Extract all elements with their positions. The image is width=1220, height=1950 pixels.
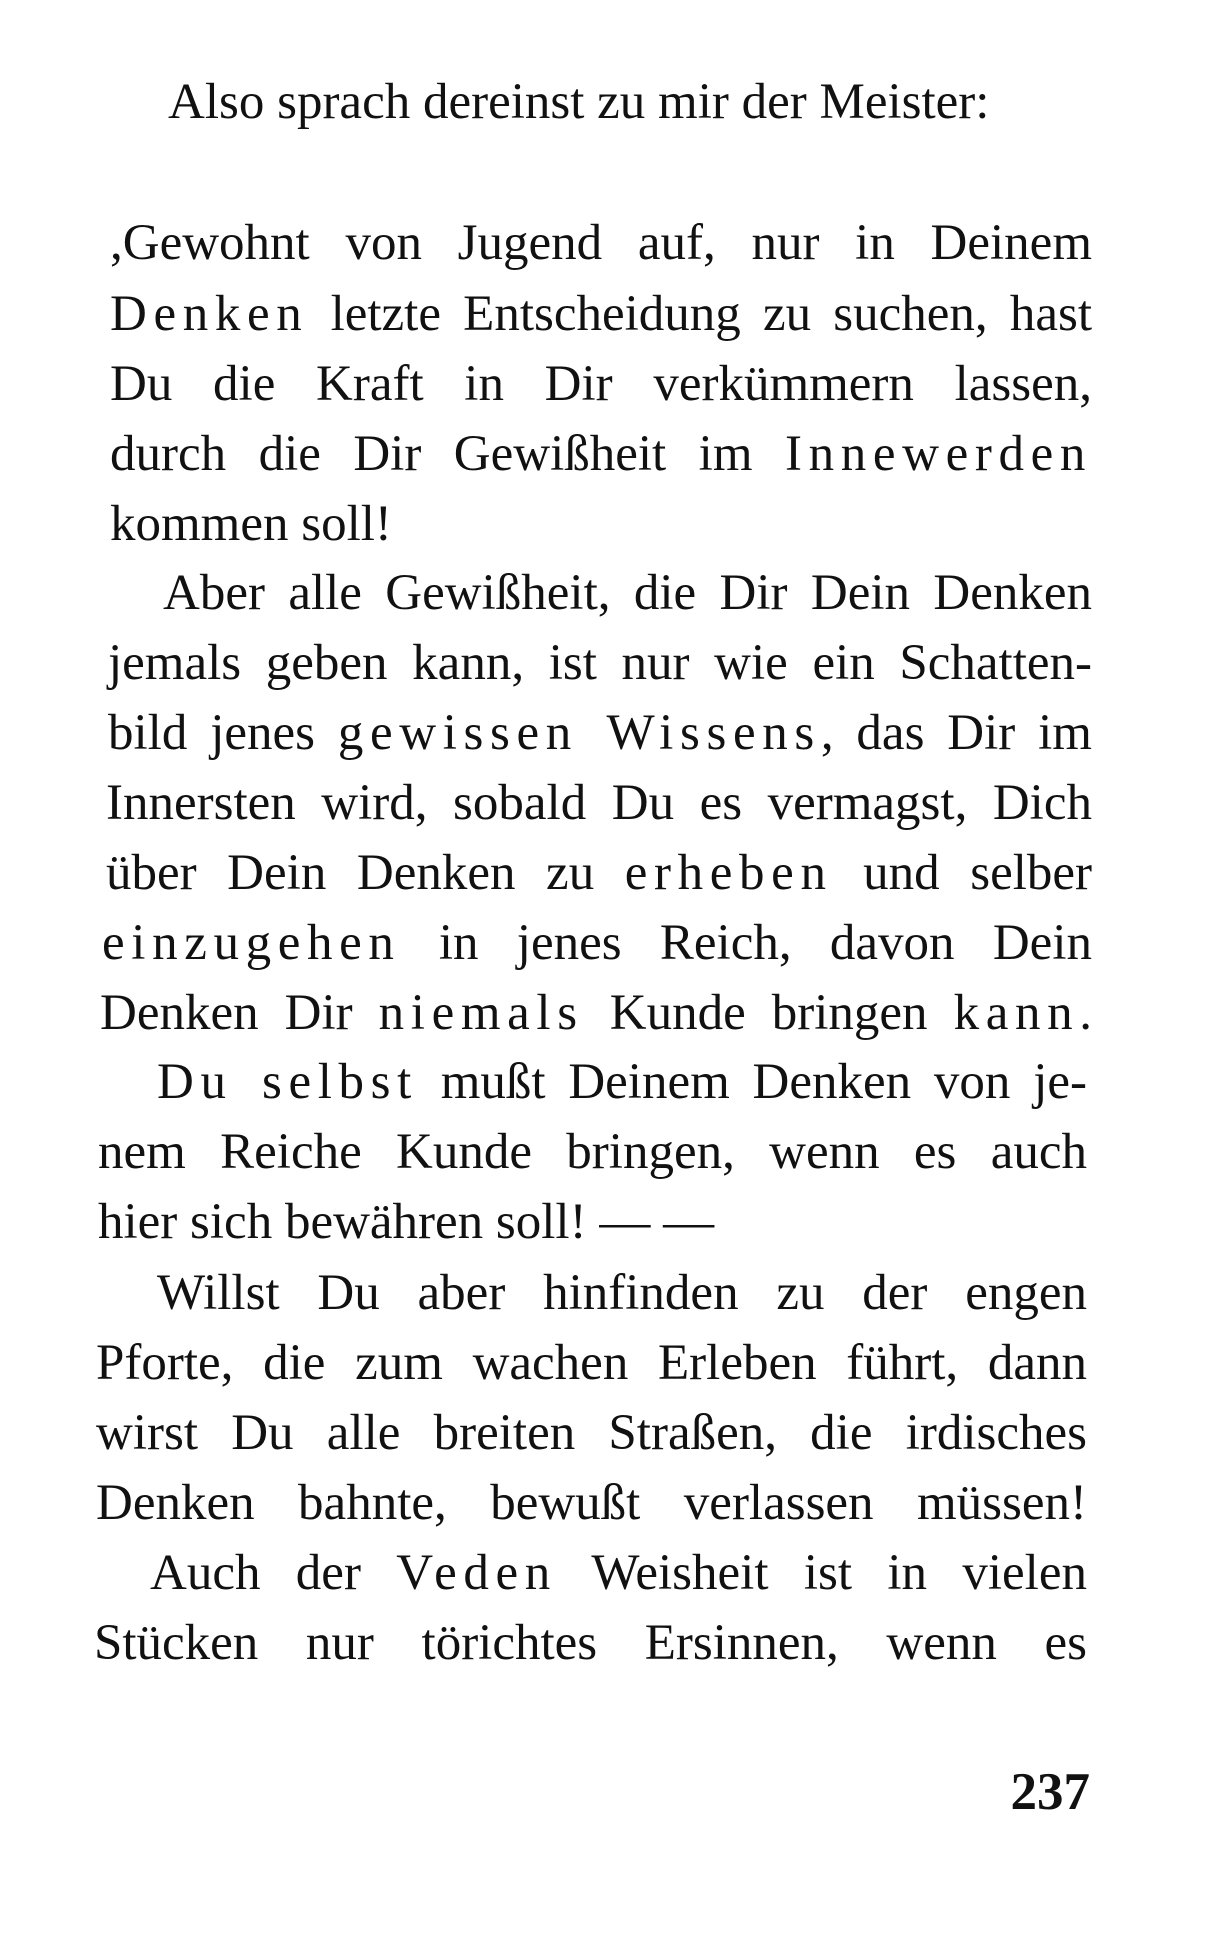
spaced-word: erheben [624,845,833,901]
text-run: Weisheit ist in vielen [556,1545,1087,1601]
text-run: in jenes Reich, davon Dein [400,915,1092,971]
spaced-word: niemals [378,985,584,1041]
text-run: letzte Entscheidung zu suchen, hast [308,286,1092,342]
text-line: wirst Du alle breiten Straßen, die irdisches [96,1405,1087,1461]
spaced-word: gewissen Wissens [337,705,821,761]
text-run: durch die Dir Gewißheit im [110,426,785,482]
text-line [100,983,1092,1043]
text-line [110,284,1092,344]
text-line [102,913,1092,973]
text-run: mußt Deinem Denken von je- [417,1054,1087,1110]
text-run: , das Dir im [820,705,1092,761]
text-run: Kunde bringen [583,985,954,1041]
text-run: über Dein Denken zu [106,845,625,901]
text-line: Aber alle Gewißheit, die Dir Dein Denken [163,565,1092,621]
text-line [108,703,1092,763]
text-line [157,1052,1087,1112]
spaced-word: einzugehen [102,915,401,971]
text-run: Denken Dir [100,985,379,1041]
page-number: 237 [1010,1763,1090,1821]
text-run: . [1079,985,1092,1041]
spaced-word: kann [953,985,1080,1041]
text-line: nem Reiche Kunde bringen, wenn es auch [98,1124,1087,1180]
text-line: Pforte, die zum wachen Erleben führt, dann [96,1335,1087,1391]
text-line: kommen soll! [110,496,392,552]
text-line: Stücken nur törichtes Ersinnen, wenn es [94,1615,1087,1671]
text-line: Denken bahnte, bewußt verlassen müssen! [96,1475,1087,1531]
text-line: hier sich bewähren soll! — — [98,1194,715,1250]
text-line: Innersten wird, sobald Du es vermagst, Dich [106,775,1092,831]
text-line: Willst Du aber hinfinden zu der engen [157,1265,1087,1321]
text-line [150,1543,1087,1603]
text-line: jemals geben kann, ist nur wie ein Schatten- [108,635,1092,691]
text-line [106,843,1092,903]
text-run: Auch der [150,1545,397,1601]
spaced-word: Veden [396,1545,557,1601]
text-line [110,424,1092,484]
text-run: bild jenes [108,705,338,761]
text-run: und selber [832,845,1093,901]
spaced-word: Denken [110,286,309,342]
text-line: ,Gewohnt von Jugend auf, nur in Deinem [110,215,1092,271]
text-line: Du die Kraft in Dir verkümmern lassen, [110,356,1092,412]
spaced-word: Du selbst [157,1054,418,1110]
text-line: Also sprach dereinst zu mir der Meister: [168,74,990,130]
spaced-word: Innewerden [784,426,1092,482]
